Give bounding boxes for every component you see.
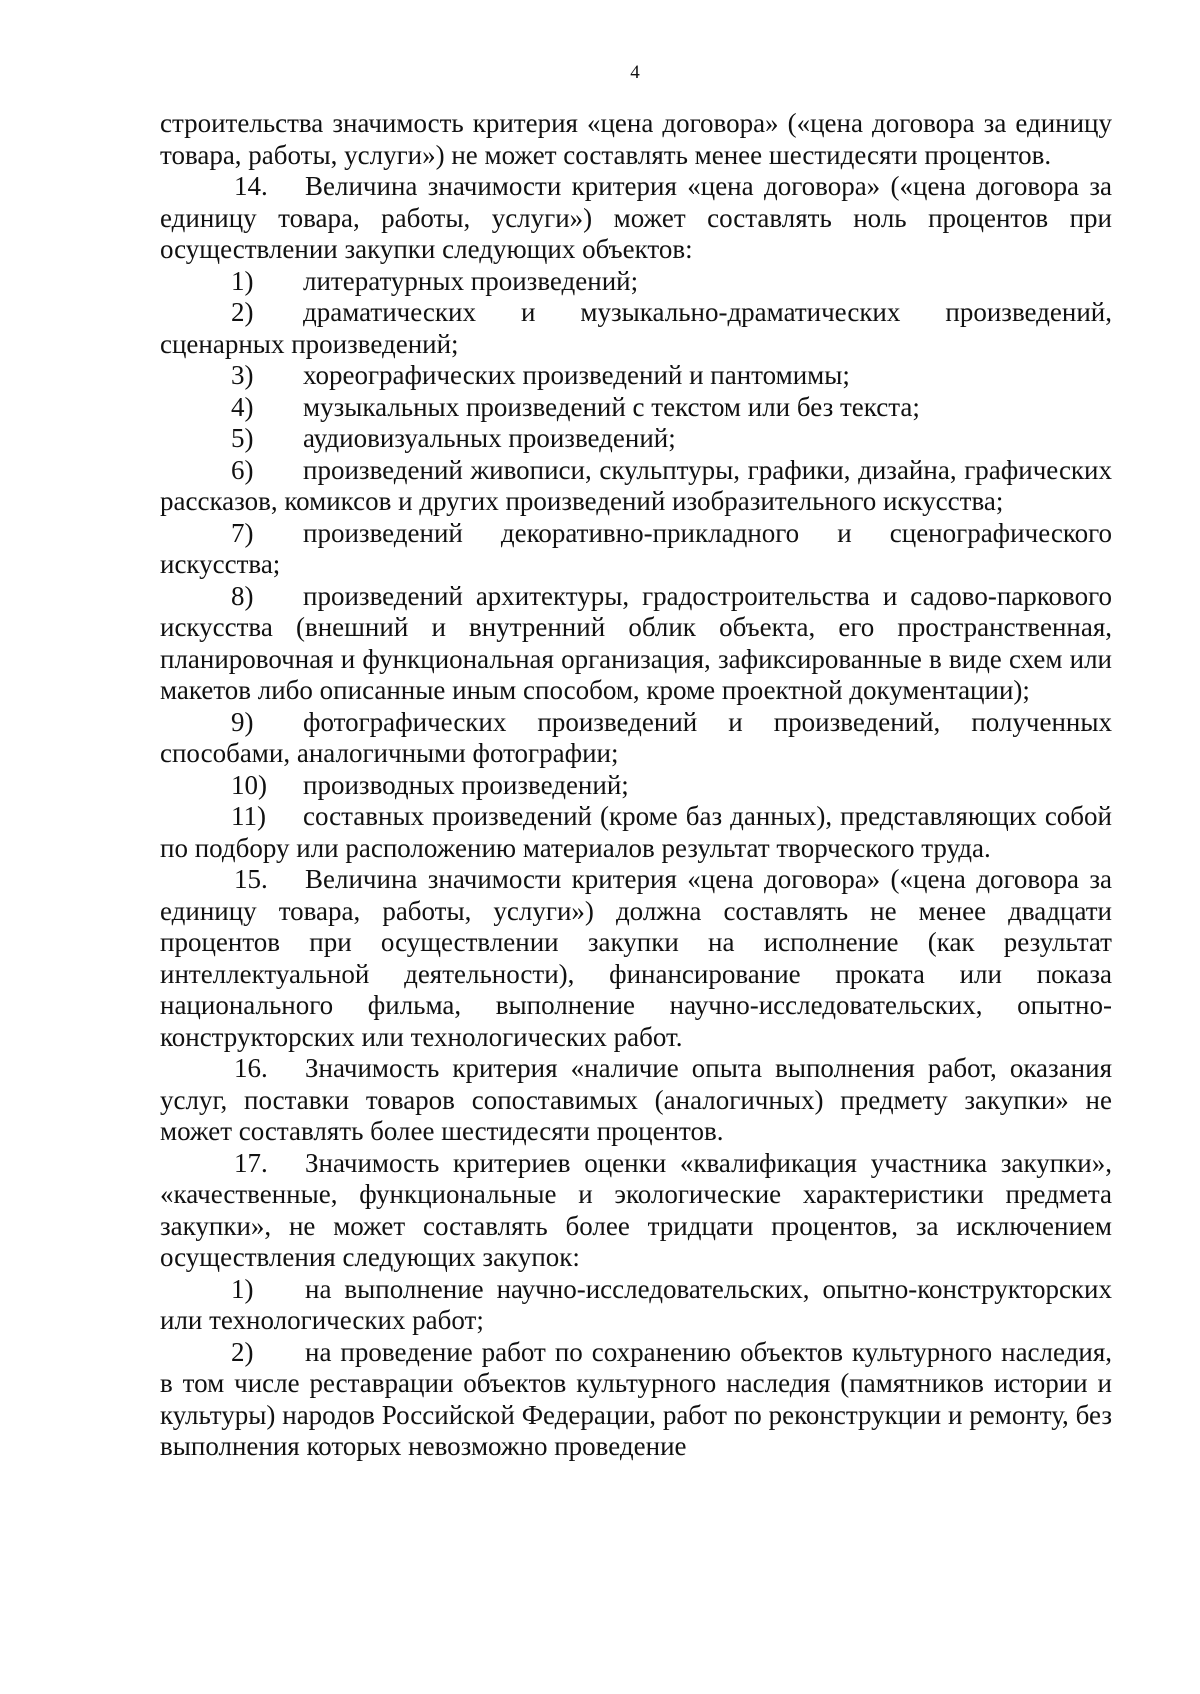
list-item-number: 5) xyxy=(231,423,254,453)
paragraph-number: 15. xyxy=(234,864,268,894)
list-item xyxy=(160,1337,1112,1463)
list-item-number: 1) xyxy=(231,1273,254,1304)
list-item-text: произведений декоративно-прикладного и сценографического искусства; xyxy=(160,517,1112,579)
list-item xyxy=(160,707,1112,770)
list-item-text: хореографических произведений и пантомимы; xyxy=(303,360,850,390)
list-item-number: 2) xyxy=(231,297,254,327)
list-item xyxy=(160,581,1112,707)
list-item-text: произведений живописи, скульптуры, графики, дизайна, графических рассказов, комиксов и других произведений изобразительного искусства; xyxy=(160,454,1112,516)
list-item-text: драматических и музыкально-драматических произведений, сценарных произведений; xyxy=(160,297,1112,359)
list-item xyxy=(160,1274,1112,1337)
paragraph-text: Величина значимости критерия «цена договора» («цена договора за единицу товара, работы, услуги») должна составлять не менее двадцати процентов при осуществлении закупки на исполнение (как результат интеллектуальной деятельности), финансирование проката или показа национального фильма, выполнение научно-исследовательских, опытно-конструкторских или технологических работ. xyxy=(160,864,1112,1052)
paragraph-17 xyxy=(160,1148,1112,1274)
page-number: 4 xyxy=(630,62,640,83)
list-item-text: на выполнение научно-исследовательских, опытно-конструкторских или технологических работ; xyxy=(160,1273,1112,1335)
paragraph-number: 14. xyxy=(234,171,268,201)
list-item-text: на проведение работ по сохранению объектов культурного наследия, в том числе реставрации объектов культурного наследия (памятников истории и культуры) народов Российской Федерации, работ по реконструкции и ремонту, без выполнения которых невозможно проведение xyxy=(160,1336,1112,1461)
list-item-number: 8) xyxy=(231,580,254,611)
list-item-number: 3) xyxy=(231,360,254,390)
list-item-number: 4) xyxy=(231,391,254,422)
list-item-text: литературных произведений; xyxy=(303,265,639,296)
list-item xyxy=(160,266,1112,298)
paragraph-number: 16. xyxy=(234,1053,268,1083)
paragraph-15 xyxy=(160,864,1112,1053)
paragraph-text: Значимость критериев оценки «квалификация участника закупки», «качественные, функциональные и экологические характеристики предмета закупки», не может составлять более тридцати процентов, за исключением осуществления следующих закупок: xyxy=(160,1147,1112,1272)
list-item xyxy=(160,297,1112,360)
list-item xyxy=(160,770,1112,802)
list-item xyxy=(160,392,1112,424)
list-item xyxy=(160,423,1112,455)
list-item-text: составных произведений (кроме баз данных), представляющих собой по подбору или расположению материалов результат творческого труда. xyxy=(160,801,1112,863)
list-item xyxy=(160,360,1112,392)
list-item-text: фотографических произведений и произведений, полученных способами, аналогичными фотографии; xyxy=(160,706,1112,768)
list-item-number: 6) xyxy=(231,454,254,485)
paragraph-16 xyxy=(160,1053,1112,1148)
list-item-text: производных произведений; xyxy=(303,769,629,800)
list-item xyxy=(160,455,1112,518)
list-item-number: 11) xyxy=(231,801,266,831)
list-item-number: 9) xyxy=(231,706,254,737)
list-item-text: произведений архитектуры, градостроительства и садово-паркового искусства (внешний и внутренний облик объекта, его пространственная, планировочная и функциональная организация, зафиксированные в виде схем или макетов либо описанные иным способом, кроме проектной документации); xyxy=(160,580,1112,705)
list-item-text: аудиовизуальных произведений; xyxy=(303,423,676,453)
intro-paragraph: строительства значимость критерия «цена договора» («цена договора за единицу товара, работы, услуги») не может составлять менее шестидесяти процентов. xyxy=(160,108,1112,170)
paragraph-text: Величина значимости критерия «цена договора» («цена договора за единицу товара, работы, услуги») может составлять ноль процентов при осуществлении закупки следующих объектов: xyxy=(160,171,1112,264)
list-item-number: 2) xyxy=(231,1336,254,1367)
list-item xyxy=(160,801,1112,864)
document-body xyxy=(160,108,1112,1463)
list-item xyxy=(160,518,1112,581)
list-item-number: 7) xyxy=(231,517,254,548)
paragraph-14 xyxy=(160,171,1112,266)
paragraph-text: Значимость критерия «наличие опыта выполнения работ, оказания услуг, поставки товаров сопоставимых (аналогичных) предмету закупки» не может составлять более шестидесяти процентов. xyxy=(160,1053,1112,1146)
paragraph-number: 17. xyxy=(234,1147,268,1178)
list-item-number: 10) xyxy=(231,769,267,800)
list-item-number: 1) xyxy=(231,265,254,296)
list-item-text: музыкальных произведений с текстом или без текста; xyxy=(303,391,920,422)
